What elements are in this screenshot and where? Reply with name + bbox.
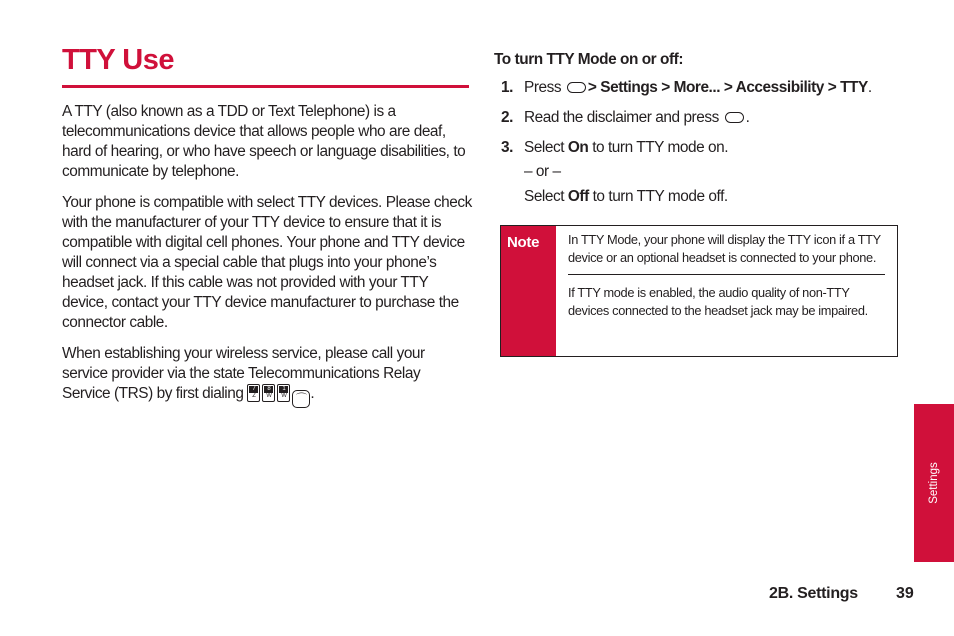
side-tab-label: Settings bbox=[928, 462, 940, 504]
trs-text: When establishing your wireless service, please call your service provider via the state Telecommunications Relay Service (TRS) by first dialing bbox=[62, 345, 425, 402]
page-number: 39 bbox=[896, 585, 914, 602]
key-1-icon: 1 W bbox=[277, 384, 290, 402]
paragraph-compatibility: Your phone is compatible with select TTY devices. Please check with the manufacturer of your TTY device to ensure that it is compatible with digital cell phones. Your phone and TTY device will connect via a special cable that plugs into your phone’s headset jack. If this cable was not provided with your TTY device, contact your TTY device manufacturer to purchase the connector cable. bbox=[62, 194, 472, 331]
step-3-alternative: Select Off to turn TTY mode off. bbox=[524, 188, 728, 205]
note-audio-quality: If TTY mode is enabled, the audio quality of non-TTY devices connected to the headset jack may be impaired. bbox=[568, 285, 868, 318]
key-7-icon: 7 Z bbox=[247, 384, 260, 402]
footer-section: 2B. Settings bbox=[769, 585, 858, 602]
note-tty-icon: In TTY Mode, your phone will display the TTY icon if a TTY device or an optional headset is connected to your phone. bbox=[568, 232, 881, 265]
title-underline bbox=[62, 85, 469, 88]
section-side-tab bbox=[914, 404, 954, 562]
note-divider bbox=[568, 274, 885, 275]
talk-key-icon: ⌒ bbox=[292, 390, 310, 408]
key-8-icon: 8 W bbox=[262, 384, 275, 402]
ok-button-icon bbox=[725, 112, 744, 123]
intro-text bbox=[62, 102, 472, 419]
page-title: TTY Use bbox=[62, 44, 175, 76]
step-1: 1. Press > Settings > More... > Accessibility > TTY. bbox=[501, 79, 872, 96]
paragraph-trs-dialing: When establishing your wireless service, please call your service provider via the state Telecommunications Relay Service (TRS) by first dialing 7 Z 8 W 1 W ⌒ . bbox=[62, 344, 472, 408]
paragraph-tty-definition: A TTY (also known as a TDD or Text Telephone) is a telecommunications device that allows people who are deaf, hard of hearing, or who have speech or language disabilities, to communicate by telephone. bbox=[62, 103, 466, 180]
step-2: 2. Read the disclaimer and press . bbox=[501, 109, 750, 126]
steps-heading: To turn TTY Mode on or off: bbox=[494, 51, 684, 68]
step-3: 3. Select On to turn TTY mode on. bbox=[501, 139, 729, 156]
instructions bbox=[494, 50, 914, 207]
ok-button-icon bbox=[567, 82, 586, 93]
or-separator: – or – bbox=[524, 163, 561, 180]
note-box bbox=[500, 225, 898, 357]
note-content bbox=[556, 226, 897, 356]
note-label: Note bbox=[501, 226, 556, 356]
